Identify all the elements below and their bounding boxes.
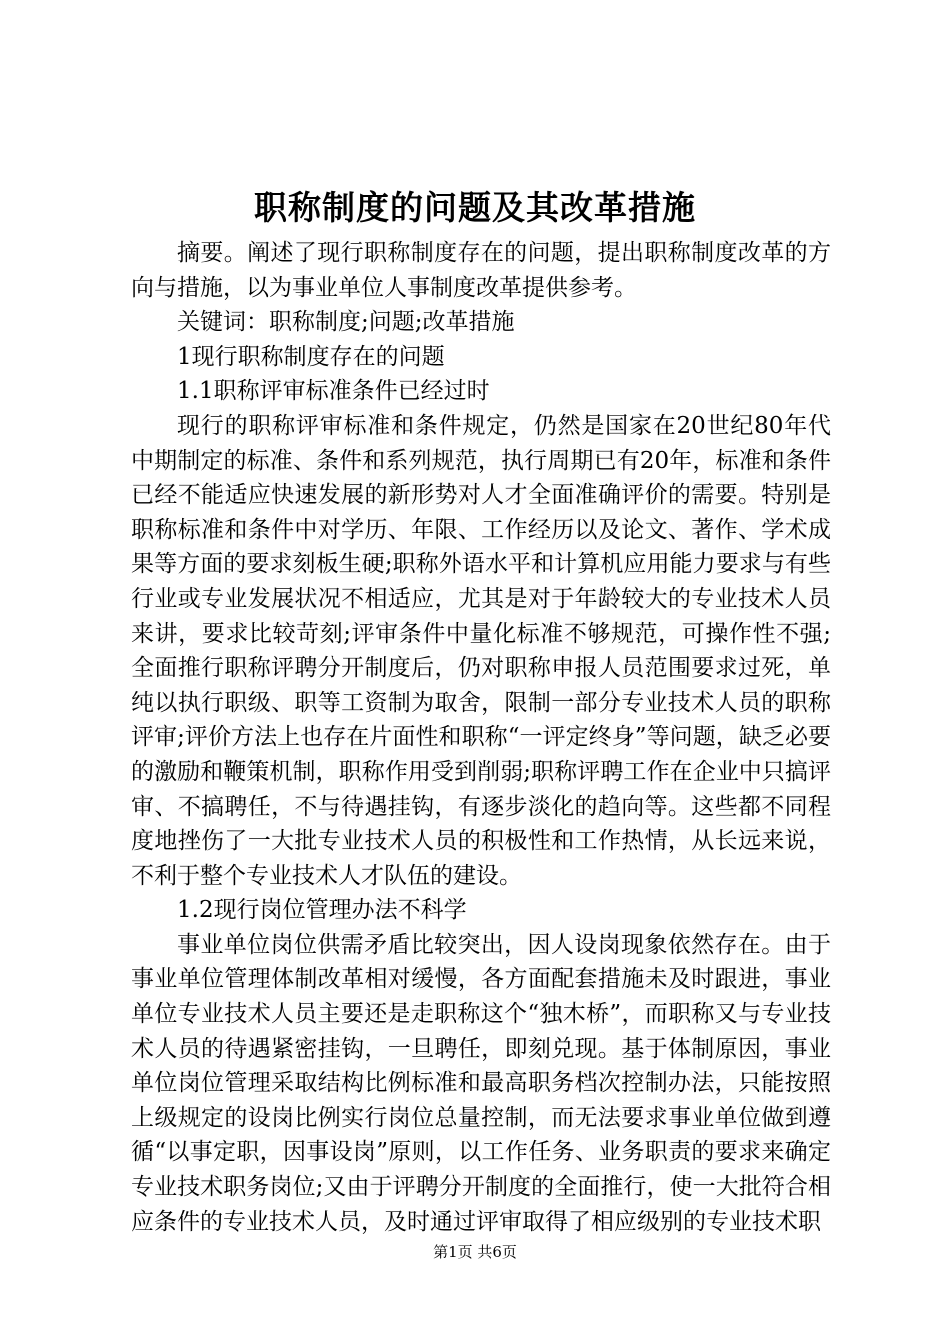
page-footer: 第1页 共6页 bbox=[433, 1243, 517, 1261]
section-heading-1: 1现行职称制度存在的问题 bbox=[177, 343, 445, 370]
subsection-heading-1-2: 1.2现行岗位管理办法不科学 bbox=[177, 897, 467, 924]
document-title: 职称制度的问题及其改革措施 bbox=[254, 188, 696, 227]
subsection-heading-1-1: 1.1职称评审标准条件已经过时 bbox=[177, 378, 490, 405]
document-body bbox=[131, 236, 831, 1239]
body-paragraph-1: 现行的职称评审标准和条件规定，仍然是国家在20世纪80年代中期制定的标准、条件和系列规范，执行周期已有20年，标准和条件已经不能适应快速发展的新形势对人才全面准确评价的需要。特别是职称标准和条件中对学历、年限、工作经历以及论文、著作、学术成果等方面的要求刻板生硬;职称外语水平和计算机应用能力要求与有些行业或专业发展状况不相适应，尤其是对于年龄较大的专业技术人员来讲，要求比较苛刻;评审条件中量化标准不够规范，可操作性不强;全面推行职称评聘分开制度后，仍对职称申报人员范围要求过死，单纯以执行职级、职等工资制为取舍，限制一部分专业技术人员的职称评审;评价方法上也存在片面性和职称“一评定终身”等问题，缺乏必要的激励和鞭策机制，职称作用受到削弱;职称评聘工作在企业中只搞评审、不搞聘任，不与待遇挂钩，有逐步淡化的趋向等。这些都不同程度地挫伤了一大批专业技术人员的积极性和工作热情，从长远来说，不利于整个专业技术人才队伍的建设。 bbox=[131, 412, 831, 889]
body-paragraph-2: 事业单位岗位供需矛盾比较突出，因人设岗现象依然存在。由于事业单位管理体制改革相对缓慢，各方面配套措施未及时跟进，事业单位专业技术人员主要还是走职称这个“独木桥”，而职称又与专业技术人员的待遇紧密挂钩，一旦聘任，即刻兑现。基于体制原因，事业单位岗位管理采取结构比例标准和最高职务档次控制办法，只能按照上级规定的设岗比例实行岗位总量控制，而无法要求事业单位做到遵循“以事定职，因事设岗”原则，以工作任务、业务职责的要求来确定专业技术职务岗位;又由于评聘分开制度的全面推行，使一大批符合相应条件的专业技术人员，及时通过评审取得了相应级别的专业技术职 bbox=[131, 931, 831, 1235]
keywords-paragraph: 关键词：职称制度;问题;改革措施 bbox=[177, 309, 515, 336]
abstract-paragraph: 摘要。阐述了现行职称制度存在的问题，提出职称制度改革的方向与措施，以为事业单位人事制度改革提供参考。 bbox=[131, 240, 831, 301]
